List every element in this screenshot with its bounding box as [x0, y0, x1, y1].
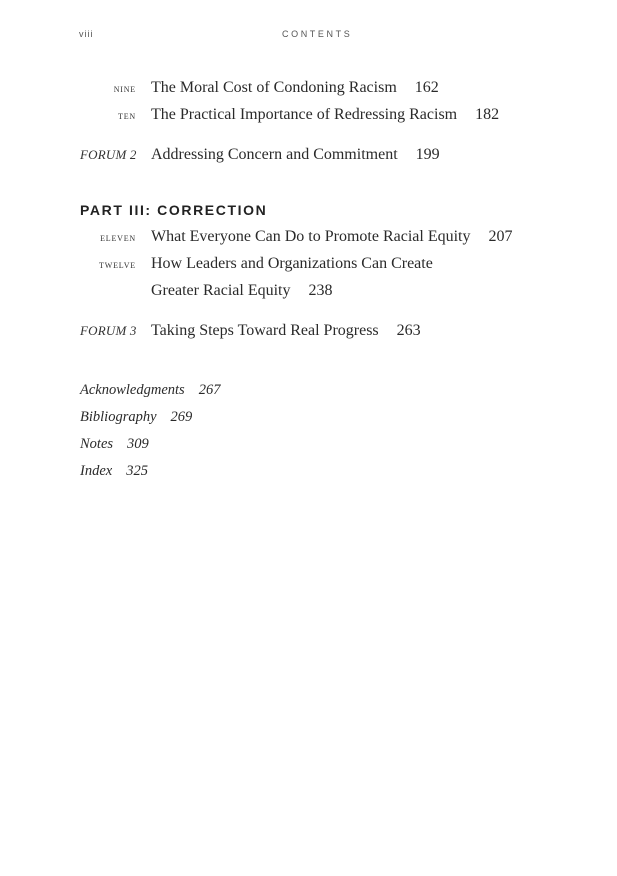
chapter-page-number: 182 — [475, 106, 500, 123]
chapter-label: twelve — [99, 257, 136, 271]
chapter-page-number: 162 — [414, 79, 439, 96]
chapter-title — [151, 226, 512, 248]
back-matter-title: Notes — [80, 436, 114, 452]
back-matter-notes — [80, 434, 149, 454]
back-matter-page-number: 267 — [198, 382, 221, 398]
back-matter-acknowledgments — [80, 380, 220, 400]
forum-title-text: Taking Steps Toward Real Progress — [151, 322, 379, 339]
chapter-title — [151, 77, 439, 99]
forum-label: FORUM 2 — [80, 147, 137, 162]
toc-entry-forum-2 — [0, 144, 617, 166]
back-matter-page-number: 325 — [126, 463, 148, 479]
toc-entry-chapter-nine — [0, 77, 617, 99]
back-matter-page-number: 269 — [170, 409, 193, 425]
toc-entry-chapter-twelve — [0, 253, 617, 275]
chapter-page-number: 238 — [308, 282, 333, 299]
chapter-title-text: The Practical Importance of Redressing Racism — [151, 106, 458, 123]
chapter-title-text: The Moral Cost of Condoning Racism — [151, 79, 397, 96]
back-matter-page-number: 309 — [127, 436, 149, 452]
toc-entry-chapter-eleven — [0, 226, 617, 248]
forum-page-number: 199 — [415, 146, 440, 163]
back-matter-bibliography — [80, 407, 192, 427]
chapter-label: eleven — [100, 230, 136, 244]
chapter-label: nine — [113, 81, 136, 95]
page-number: viii — [79, 29, 94, 39]
chapter-title-line-1: How Leaders and Organizations Can Create — [151, 255, 433, 272]
back-matter-title: Acknowledgments — [80, 382, 185, 398]
toc-entry-chapter-twelve-continued — [0, 280, 617, 302]
chapter-title-line-2 — [151, 280, 333, 302]
chapter-label: ten — [118, 108, 136, 122]
forum-label: FORUM 3 — [80, 323, 137, 338]
back-matter-title: Bibliography — [80, 409, 157, 425]
forum-title-text: Addressing Concern and Commitment — [151, 146, 398, 163]
chapter-title-text: Greater Racial Equity — [151, 282, 291, 299]
toc-entry-forum-3 — [0, 320, 617, 342]
back-matter-index — [80, 461, 148, 481]
toc-entry-chapter-ten — [0, 104, 617, 126]
chapter-title — [151, 104, 499, 126]
part-heading: PART III: CORRECTION — [80, 202, 268, 218]
forum-title — [151, 144, 440, 166]
back-matter-title: Index — [80, 463, 113, 479]
chapter-page-number: 207 — [488, 228, 513, 245]
chapter-title-text: What Everyone Can Do to Promote Racial Equity — [151, 228, 471, 245]
forum-title — [151, 320, 421, 342]
forum-page-number: 263 — [396, 322, 421, 339]
running-head: CONTENTS — [282, 29, 353, 39]
